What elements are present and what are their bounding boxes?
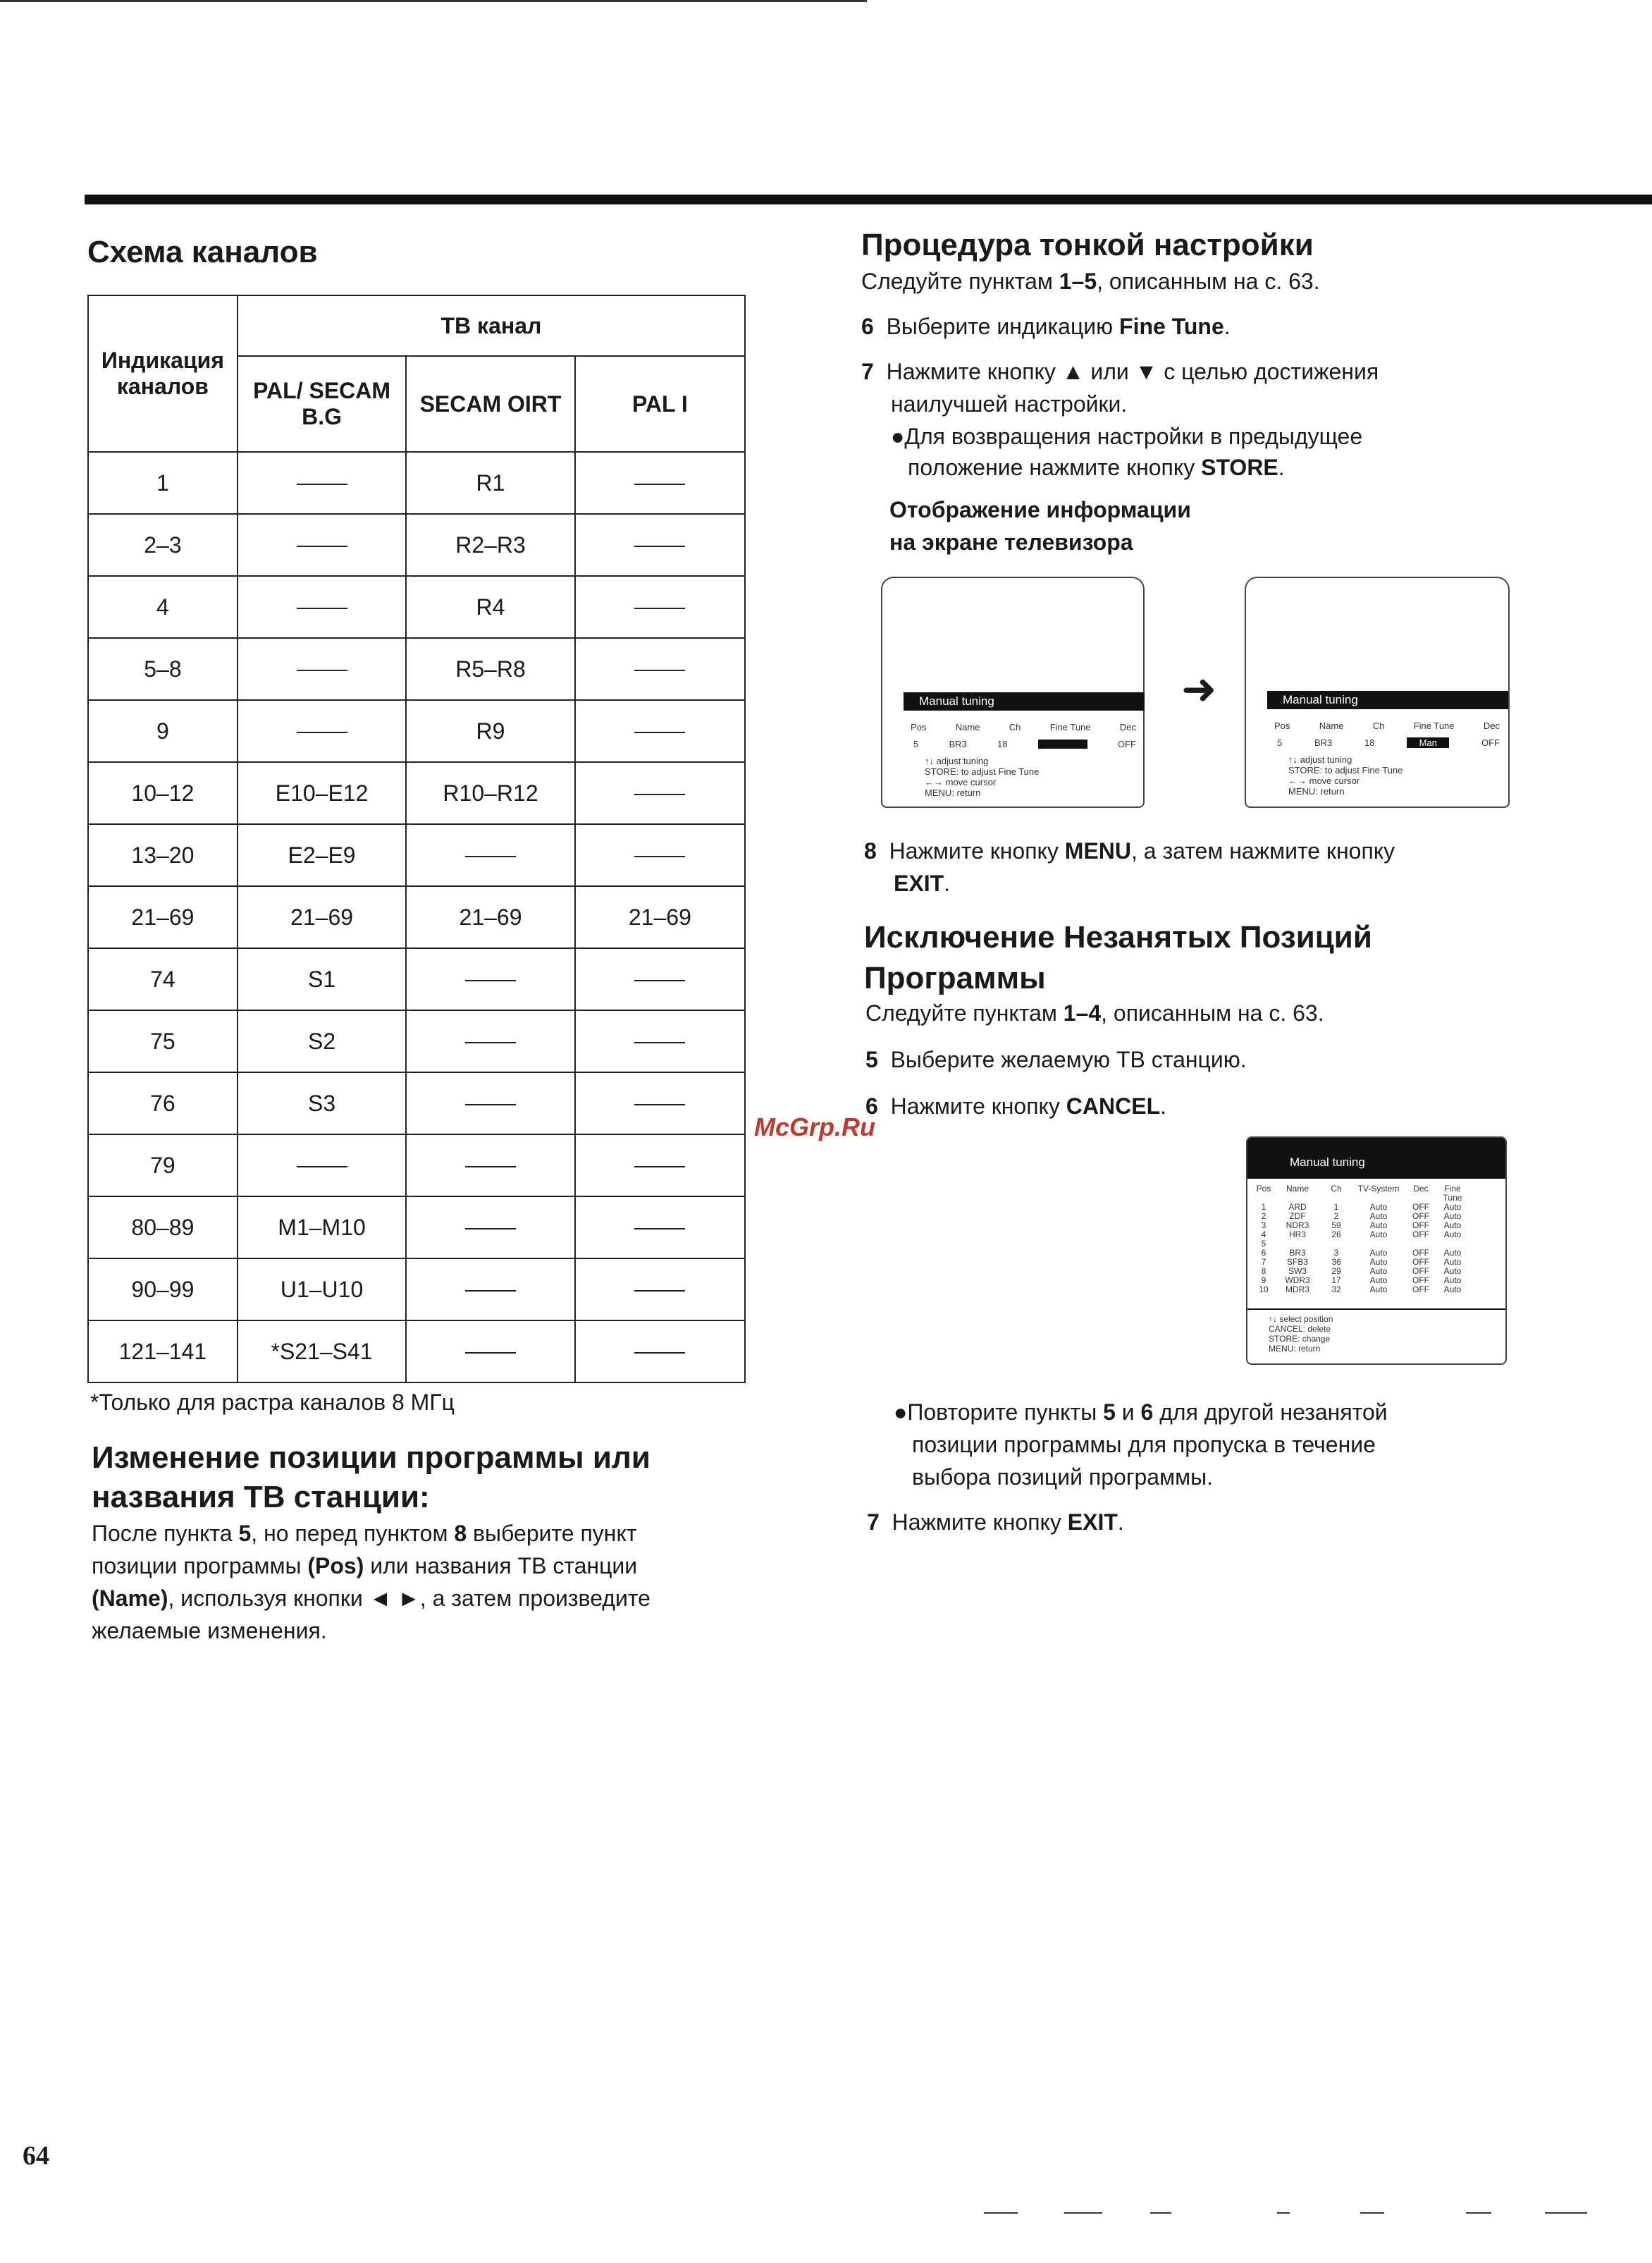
col-pal: PAL/ SECAM B.G	[238, 356, 406, 452]
dash-mark	[634, 1104, 685, 1105]
grid-cell: Auto	[1443, 1211, 1462, 1221]
fine-title: Процедура тонкой настройки	[861, 228, 1314, 262]
dash-mark	[297, 1166, 347, 1167]
grid-cell: MDR3	[1285, 1284, 1309, 1294]
footer-mark	[1466, 2212, 1491, 2214]
skip-title-2: Программы	[864, 961, 1046, 995]
grid-cell: Auto	[1369, 1284, 1388, 1294]
dash-mark	[465, 1104, 516, 1105]
screen-header: Pos Name Ch Fine Tune Dec	[911, 722, 1136, 732]
table-row	[88, 700, 745, 762]
grid-cell: 1	[1333, 1202, 1339, 1212]
table-cell: 1	[88, 452, 238, 514]
grid-cell: OFF	[1412, 1248, 1429, 1258]
table-footnote: *Только для растра каналов 8 МГц	[90, 1390, 455, 1415]
tv-screen-after	[1245, 577, 1510, 808]
table-cell: 90–99	[88, 1258, 238, 1320]
watermark: McGrp.Ru	[754, 1112, 876, 1141]
table-cell: 9	[88, 700, 238, 762]
table-row	[88, 452, 745, 514]
osd-title-2: на экране телевизора	[889, 529, 1133, 555]
table-cell: 21–69	[575, 886, 745, 948]
table-cell	[406, 1134, 574, 1196]
skip-repeat-line-3: выбора позиций программы.	[912, 1464, 1213, 1490]
dash-mark	[634, 980, 685, 981]
table-row	[88, 948, 745, 1010]
table-cell	[575, 1134, 745, 1196]
footer-mark	[1150, 2212, 1171, 2214]
table-cell: R4	[406, 576, 574, 638]
channel-table	[87, 295, 746, 1383]
tv-screen-before	[881, 577, 1145, 808]
dash-mark	[634, 1290, 685, 1292]
table-cell: M1–M10	[238, 1196, 406, 1258]
screen-bar: Manual tuning	[904, 692, 1145, 711]
dash-mark	[634, 856, 685, 857]
skip-repeat-line-1: ●Повторите пункты 5 и 6 для другой незанятой	[894, 1399, 1388, 1425]
skip-step-7: 7 Нажмите кнопку EXIT.	[867, 1509, 1124, 1535]
fine-step-6: 6 Выберите индикацию Fine Tune.	[861, 314, 1231, 339]
table-cell: 74	[88, 948, 238, 1010]
dash-mark	[297, 546, 347, 547]
grid-cell: Auto	[1443, 1202, 1462, 1212]
dash-mark	[465, 1166, 516, 1167]
table-cell	[238, 700, 406, 762]
grid-cell: OFF	[1412, 1275, 1429, 1285]
table-cell	[406, 1258, 574, 1320]
grid-cell: 2	[1261, 1211, 1266, 1221]
grid-cell: SW3	[1288, 1266, 1307, 1276]
table-row	[88, 1010, 745, 1072]
table-row	[88, 514, 745, 576]
grid-cell: Name	[1286, 1184, 1309, 1194]
dash-mark	[634, 1228, 685, 1229]
osd-title-1: Отображение информации	[889, 497, 1191, 522]
grid-cell: BR3	[1289, 1248, 1306, 1258]
grid-cell: Auto	[1443, 1248, 1462, 1258]
dash-mark	[634, 484, 685, 485]
rename-para-line-1: После пункта 5, но перед пунктом 8 выберите пункт	[92, 1521, 637, 1546]
table-cell: R9	[406, 700, 574, 762]
table-cell	[575, 638, 745, 700]
table-cell	[406, 824, 574, 886]
grid-cell: 36	[1331, 1257, 1341, 1267]
grid-cell: Auto	[1369, 1257, 1388, 1267]
table-cell: *S21–S41	[238, 1320, 406, 1382]
fine-step-7: 7 Нажмите кнопку ▲ или ▼ с целью достижения	[861, 359, 1379, 384]
footer-mark	[1064, 2212, 1102, 2214]
grid-cell: OFF	[1412, 1220, 1429, 1230]
fine-tune-highlight	[1038, 740, 1087, 749]
header-rule	[85, 195, 1652, 204]
dash-mark	[465, 980, 516, 981]
table-row	[88, 824, 745, 886]
screen-divider	[1247, 1308, 1505, 1310]
table-cell: 80–89	[88, 1196, 238, 1258]
dash-mark	[465, 1042, 516, 1043]
table-cell	[238, 638, 406, 700]
dash-mark	[634, 608, 685, 609]
grid-cell: 3	[1333, 1248, 1339, 1258]
grid-cell: OFF	[1412, 1229, 1429, 1239]
grid-cell: 8	[1261, 1266, 1266, 1276]
rename-para-line-4: желаемые изменения.	[92, 1618, 327, 1643]
page-number: 64	[23, 2141, 49, 2171]
grid-cell: Ch	[1331, 1184, 1342, 1194]
table-cell	[575, 514, 745, 576]
grid-cell: Fine Tune	[1443, 1184, 1462, 1203]
screen-help: ↑↓ adjust tuning STORE: to adjust Fine Tune ←→ move cursor MENU: return	[925, 756, 1040, 798]
grid-row	[1255, 1285, 1498, 1294]
grid-cell: Auto	[1443, 1220, 1462, 1230]
grid-cell: Auto	[1369, 1202, 1388, 1212]
table-cell	[575, 762, 745, 824]
grid-cell: WDR3	[1285, 1275, 1310, 1285]
dash-mark	[465, 1228, 516, 1229]
grid-cell: SFB3	[1286, 1257, 1308, 1267]
grid-cell: TV-System	[1357, 1184, 1400, 1194]
footer-mark	[1545, 2212, 1587, 2214]
dash-mark	[634, 546, 685, 547]
table-cell	[238, 452, 406, 514]
table-cell: U1–U10	[238, 1258, 406, 1320]
table-cell	[238, 576, 406, 638]
footer-mark	[1360, 2212, 1384, 2214]
dash-mark	[297, 670, 347, 671]
table-cell: 4	[88, 576, 238, 638]
table-row	[88, 762, 745, 824]
grid-cell: 26	[1331, 1229, 1341, 1239]
grid-cell: Auto	[1369, 1220, 1388, 1230]
table-cell	[575, 452, 745, 514]
table-cell	[575, 700, 745, 762]
grid-cell: Auto	[1443, 1284, 1462, 1294]
table-cell	[575, 1010, 745, 1072]
skip-step-6: 6 Нажмите кнопку CANCEL.	[865, 1093, 1167, 1119]
dash-mark	[634, 1352, 685, 1354]
dash-mark	[634, 1166, 685, 1167]
fine-step-8-line-2: EXIT.	[894, 871, 951, 896]
fine-intro: Следуйте пунктам 1–5, описанным на с. 63.	[861, 269, 1320, 294]
screen-bar: Manual tuning	[1267, 691, 1508, 709]
rename-title-2: названия ТВ станции:	[92, 1480, 430, 1514]
screen-header: Pos Name Ch Fine Tune Dec	[1274, 720, 1500, 731]
grid-cell: 3	[1261, 1220, 1266, 1230]
grid-cell: 9	[1261, 1275, 1266, 1285]
table-cell	[406, 1072, 574, 1134]
table-cell: S3	[238, 1072, 406, 1134]
table-cell: 75	[88, 1010, 238, 1072]
dash-mark	[465, 1290, 516, 1292]
grid-cell: OFF	[1412, 1266, 1429, 1276]
grid-cell: 5	[1261, 1239, 1266, 1249]
footer-mark	[984, 2212, 1018, 2214]
skip-grid	[1255, 1184, 1498, 1294]
table-cell	[575, 948, 745, 1010]
grid-cell: OFF	[1412, 1284, 1429, 1294]
grid-cell: OFF	[1412, 1257, 1429, 1267]
footer-mark	[1277, 2212, 1290, 2214]
skip-step-5: 5 Выберите желаемую ТВ станцию.	[865, 1047, 1247, 1072]
grid-cell: OFF	[1412, 1202, 1429, 1212]
table-cell: E10–E12	[238, 762, 406, 824]
fine-bullet-line-2: положение нажмите кнопку STORE.	[908, 455, 1285, 480]
screen-bar: Manual tuning	[1290, 1155, 1365, 1169]
grid-cell: Auto	[1443, 1275, 1462, 1285]
grid-row	[1255, 1230, 1498, 1239]
table-cell: 21–69	[406, 886, 574, 948]
table-row	[88, 1196, 745, 1258]
table-cell: 21–69	[238, 886, 406, 948]
screen-help: ↑↓ adjust tuning STORE: to adjust Fine Tune ←→ move cursor MENU: return	[1288, 754, 1403, 797]
table-row	[88, 1258, 745, 1320]
table-row	[88, 1072, 745, 1134]
dash-mark	[634, 732, 685, 733]
screen-row: 5 BR3 18 OFF	[913, 739, 1136, 749]
dash-mark	[297, 484, 347, 485]
dash-mark	[465, 856, 516, 857]
arrow-right-icon: ➜	[1181, 666, 1217, 713]
grid-cell: ARD	[1288, 1202, 1307, 1212]
table-cell: 79	[88, 1134, 238, 1196]
grid-cell: 10	[1259, 1284, 1269, 1294]
table-cell	[575, 1196, 745, 1258]
grid-cell: Auto	[1369, 1275, 1388, 1285]
table-row	[88, 576, 745, 638]
grid-cell: ZDF	[1289, 1211, 1306, 1221]
table-cell: 21–69	[88, 886, 238, 948]
head-display: Индикация каналов	[88, 295, 238, 452]
fine-step-7-line-2: наилучшей настройки.	[891, 391, 1128, 417]
grid-cell: NDR3	[1286, 1220, 1309, 1230]
table-cell: 10–12	[88, 762, 238, 824]
table-cell: R10–R12	[406, 762, 574, 824]
table-cell: S1	[238, 948, 406, 1010]
table-cell: 5–8	[88, 638, 238, 700]
table-row	[88, 638, 745, 700]
table-cell: R1	[406, 452, 574, 514]
head-tv: ТВ канал	[238, 295, 745, 356]
rename-para-line-2: позиции программы (Pos) или названия ТВ станции	[92, 1553, 638, 1578]
grid-cell: 2	[1333, 1211, 1339, 1221]
channels-title: Схема каналов	[87, 235, 318, 269]
grid-cell: 7	[1261, 1257, 1266, 1267]
grid-cell: Pos	[1256, 1184, 1271, 1194]
grid-header	[1255, 1184, 1498, 1203]
dash-mark	[297, 608, 347, 609]
fine-step-8: 8 Нажмите кнопку MENU, а затем нажмите кнопку	[864, 838, 1395, 864]
screen-help: ↑↓ select position CANCEL: delete STORE: change MENU: return	[1269, 1314, 1333, 1354]
grid-cell: 4	[1261, 1229, 1266, 1239]
grid-cell: 6	[1261, 1248, 1266, 1258]
table-cell	[406, 948, 574, 1010]
table-row	[88, 1320, 745, 1382]
rename-para-line-3: (Name), используя кнопки ◄ ►, а затем произведите	[92, 1586, 651, 1611]
skip-repeat-line-2: позиции программы для пропуска в течение	[912, 1432, 1376, 1457]
table-cell: R5–R8	[406, 638, 574, 700]
col-pali: PAL I	[575, 356, 745, 452]
table-cell	[575, 824, 745, 886]
grid-cell: 17	[1331, 1275, 1341, 1285]
grid-cell: OFF	[1412, 1211, 1429, 1221]
dash-mark	[634, 1042, 685, 1043]
grid-cell: Auto	[1443, 1266, 1462, 1276]
table-cell	[575, 576, 745, 638]
table-row	[88, 886, 745, 948]
table-cell	[238, 514, 406, 576]
dash-mark	[634, 794, 685, 795]
grid-cell: 29	[1331, 1266, 1341, 1276]
table-cell: 13–20	[88, 824, 238, 886]
table-cell: S2	[238, 1010, 406, 1072]
table-cell	[406, 1320, 574, 1382]
grid-cell: Auto	[1369, 1211, 1388, 1221]
skip-intro: Следуйте пунктам 1–4, описанным на с. 63.	[865, 1000, 1324, 1026]
table-cell: 121–141	[88, 1320, 238, 1382]
grid-cell: 1	[1261, 1202, 1266, 1212]
table-cell	[406, 1010, 574, 1072]
grid-cell: 32	[1331, 1284, 1341, 1294]
fine-bullet-line-1: ●Для возвращения настройки в предыдущее	[891, 424, 1363, 449]
channel-rows	[88, 452, 745, 1382]
table-cell: 2–3	[88, 514, 238, 576]
table-cell: R2–R3	[406, 514, 574, 576]
tv-screen-skip	[1246, 1136, 1507, 1365]
table-row	[88, 1134, 745, 1196]
top-edge-line	[0, 0, 867, 2]
dash-mark	[634, 670, 685, 671]
grid-cell: Auto	[1443, 1257, 1462, 1267]
grid-cell: Auto	[1369, 1229, 1388, 1239]
rename-title-1: Изменение позиции программы или	[92, 1440, 651, 1475]
table-cell	[575, 1320, 745, 1382]
grid-cell: HR3	[1288, 1229, 1306, 1239]
table-cell	[575, 1258, 745, 1320]
table-cell	[406, 1196, 574, 1258]
grid-cell: Dec	[1413, 1184, 1429, 1194]
grid-cell: Auto	[1443, 1229, 1462, 1239]
skip-title-1: Исключение Незанятых Позиций	[864, 920, 1372, 955]
table-cell	[238, 1134, 406, 1196]
dash-mark	[297, 732, 347, 733]
grid-cell: 59	[1331, 1220, 1341, 1230]
table-cell	[575, 1072, 745, 1134]
screen-row: 5 BR3 18 Man OFF	[1277, 737, 1500, 748]
table-cell: E2–E9	[238, 824, 406, 886]
table-cell: 76	[88, 1072, 238, 1134]
dash-mark	[465, 1352, 516, 1354]
grid-cell: Auto	[1369, 1266, 1388, 1276]
grid-cell: Auto	[1369, 1248, 1388, 1258]
fine-tune-man: Man	[1407, 737, 1449, 748]
col-secam: SECAM OIRT	[406, 356, 574, 452]
